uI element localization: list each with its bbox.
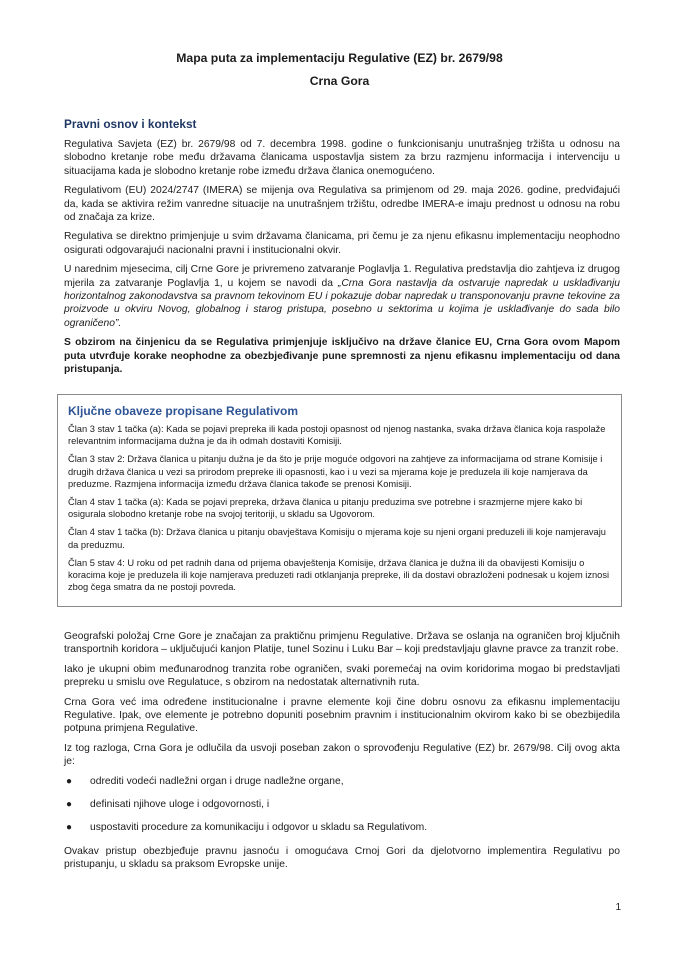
body-paragraph: Iako je ukupni obim međunarodnog tranzita robe ograničen, svaki poremećaj na ovim koridorima mogao bi predstavljati prepreku u smislu ove Regulatuce, s obzirom na nedostatak alternativnih ruta. [64, 663, 620, 689]
list-item-text: definisati njihove uloge i odgovornosti, i [90, 799, 270, 811]
intro-section [64, 138, 620, 383]
list-item [64, 821, 620, 834]
document-subtitle: Crna Gora [309, 74, 370, 88]
intro-paragraph: Regulativa se direktno primjenjuje u svim državama članicama, pri čemu je za njenu efikasnu implementaciju neophodno osigurati odgovarajući nacionalni pravni i institucionalni okvir. [64, 231, 620, 256]
chapter-paragraph-quote: „Crna Gora nastavlja da ostvaruje napredak u usklađivanju horizontalnog zakonodavstva sa pravnom tekovinom EU i pokazuje dobar napredak u transponovanju pravne tekovine za proizvode u okviru Novog, globalnog i starog pristupa, posebno u sektorima u kojima je usklađivanje do sada bilo ograničeno”. [64, 277, 620, 329]
intro-paragraph: Regulativom (EU) 2024/2747 (IMERA) se mijenja ova Regulativa sa primjenom od 29. maja 2026. godine, predviđajući da, kada se aktivira režim vanredne situacije na unutrašnjem tržištu, odredbe IMERA-e imaju prednost u odnosu na robu od značaja za krize. [64, 185, 620, 224]
obligation-item: Član 4 stav 1 tačka (b): Država članica u pitanju obavještava Komisiju o mjerama koje su njeni organi preduzeli ili koje namjeravaju da preduzmu. [68, 527, 606, 550]
bullet-dot-icon: ● [66, 799, 73, 811]
chapter-paragraph [64, 263, 620, 330]
key-obligations-box [57, 394, 622, 607]
list-item [64, 798, 620, 811]
list-item-text: uspostaviti procedure za komunikaciju i odgovor u skladu sa Regulativom. [90, 822, 428, 834]
obligation-item: Član 5 stav 4: U roku od pet radnih dana od prijema obavještenja Komisije, država članica je dužna ili da obavijesti Komisiju o koracima koje je preduzela ili koje namjerava preduzeti radi otklanjanja prepreke, ili da dostavi obrazloženi podnesak u kojem iznosi zbog čega smatra da ne postoji povreda. [68, 557, 610, 593]
lower-section [64, 630, 620, 878]
closing-paragraph: Ovakav pristup obezbjeđuje pravnu jasnoću i omogućava Crnoj Gori da djelotvorno implementira Regulativu po pristupanju, u skladu sa praksom Evropske unije. [64, 845, 620, 871]
list-item-text: odrediti vodeći nadležni organ i druge nadležne organe, [90, 775, 344, 787]
obligation-item: Član 4 stav 1 tačka (a): Kada se pojavi prepreka, država članica u pitanju preduzima sve potrebne i srazmjerne mjere kako bi osigurala slobodno kretanje robe na svojoj teritoriji, u skladu sa Ugovorom. [68, 497, 583, 520]
document-title: Mapa puta za implementaciju Regulative (EZ) br. 2679/98 [176, 51, 503, 65]
chapter-paragraph-text: U narednim mjesecima, cilj Crne Gore je privremeno zatvaranje Poglavlja 1. Regulativa predstavlja dio zahtjeva iz drugog mjerila za zatvaranje Poglavlja 1, u kojem se navodi da [64, 264, 620, 289]
bold-summary-paragraph: S obzirom na činjenicu da se Regulativa primjenjuje isključivo na države članice EU, Crna Gora ovom Mapom puta utvrđuje korake neophodne za obezbjeđivanje pune spremnosti za njenu efikasnu implementaciju od dana pristupanja. [64, 337, 620, 376]
page-number: 1 [615, 902, 621, 913]
bullet-dot-icon: ● [66, 822, 73, 834]
section-heading-legal-basis: Pravni osnov i kontekst [64, 117, 197, 131]
obligation-item: Član 3 stav 1 tačka (a): Kada se pojavi prepreka ili kada postoji opasnost od njenog nastanka, svaka država članica koja raspolaže relevantnim informacijama dužna je da ih odmah dostaviti Komisiji. [68, 424, 606, 447]
body-paragraph: Iz tog razloga, Crna Gora je odlučila da usvoji poseban zakon o sprovođenju Regulative (EZ) br. 2679/98. Cilj ovog akta je: [64, 742, 620, 768]
key-obligations-heading: Ključne obaveze propisane Regulativom [68, 404, 299, 418]
obligation-item: Član 3 stav 2: Država članica u pitanju dužna je da što je prije moguće odgovori na zahtjeve za informacijama od strane Komisije i drugih država članica u vezi sa prirodom prepreke ili opasnosti, kao i u vezi sa mjerama koje je preduzela ili koje namjerava da preduzme. Razmjena informacija između država članica takođe se prenosi Komisiji. [68, 454, 603, 489]
intro-paragraph: Regulativa Savjeta (EZ) br. 2679/98 od 7. decembra 1998. godine o funkcionisanju unutrašnjeg tržišta u odnosu na slobodno kretanje robe među državama članicama uspostavlja sistem za brzu razmjenu informacija i intervenciju u situacijama kada je slobodno kretanje robe između država članica onemogućeno. [64, 139, 620, 177]
goals-bullet-list [64, 775, 620, 835]
bullet-dot-icon: ● [66, 775, 73, 787]
body-paragraph: Crna Gora već ima određene institucionalne i pravne elemente koji čine dobru osnovu za efikasnu implementaciju Regulative. Ipak, ove elemente je potrebno dopuniti posebnim pravnim i institucionalnim okvirom kako bi se obezbijedila potpuna primjena Regulative. [64, 696, 620, 735]
body-paragraph: Geografski položaj Crne Gore je značajan za praktičnu primjenu Regulative. Država se oslanja na ograničen broj ključnih transportnih koridora – uključujući kanjon Platije, tunel Sozinu i Luku Bar – koji predstavljaju glavne pravce za tranzit robe. [64, 631, 620, 656]
list-item [64, 775, 620, 788]
